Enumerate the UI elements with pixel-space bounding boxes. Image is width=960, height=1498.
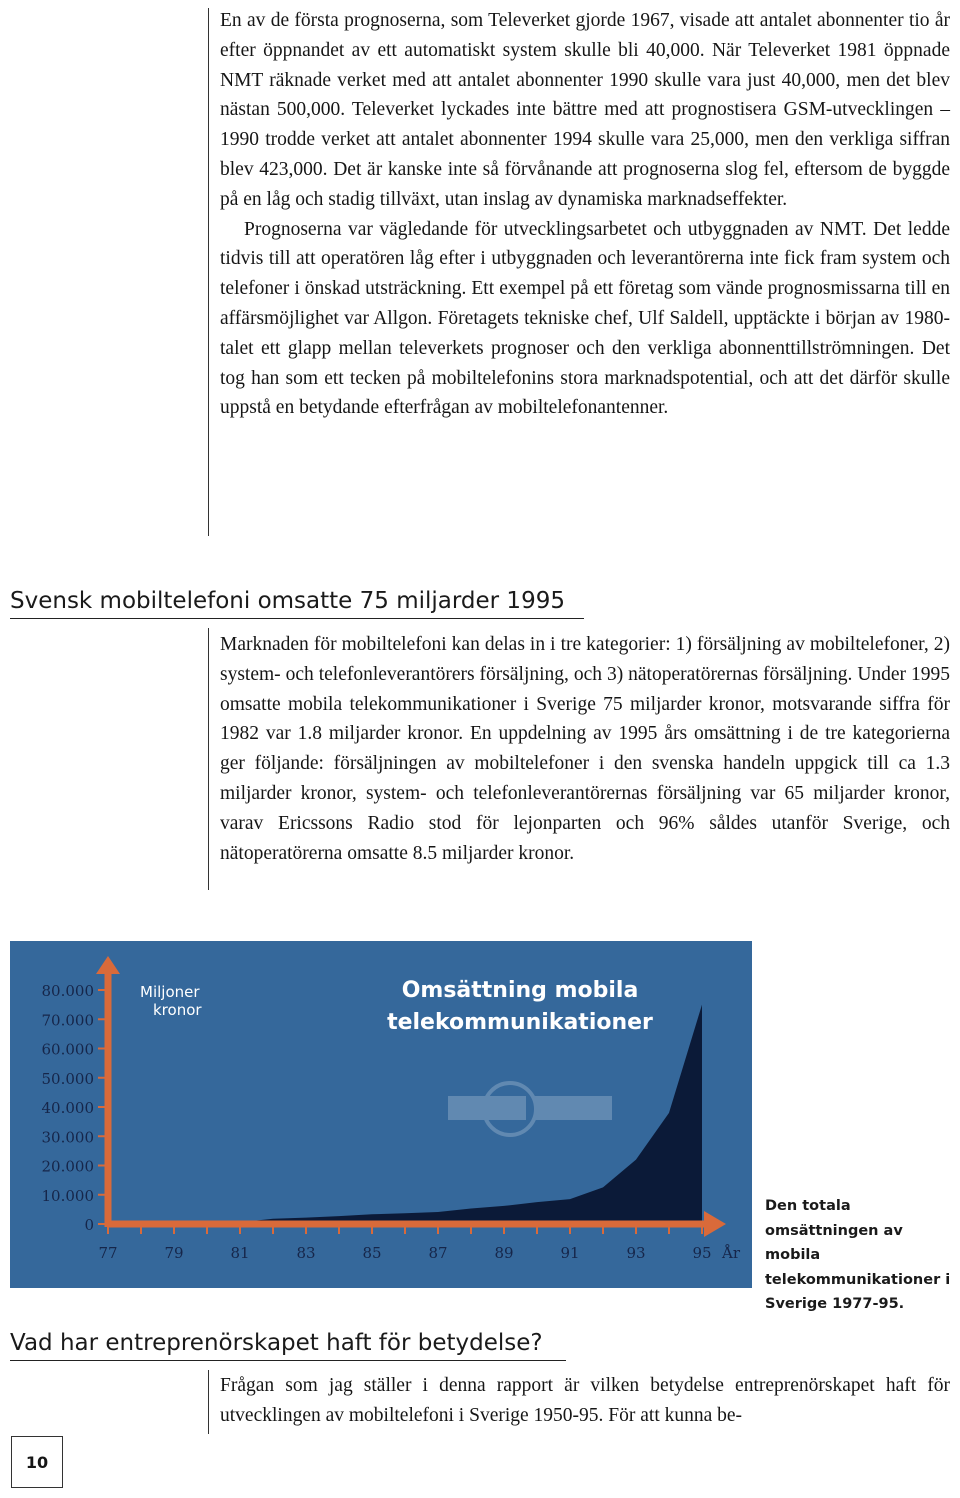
chart-background	[10, 941, 752, 1288]
paragraph-4: Frågan som jag ställer i denna rapport är vilken betydelse entreprenörskapet haft för utvecklingen av mobiltelefoni i Sverige 1950-95. För att kunna be-	[220, 1375, 950, 1426]
x-tick-label: 89	[494, 1244, 514, 1262]
x-tick-label: 95	[692, 1244, 712, 1262]
x-tick-label: 79	[164, 1244, 184, 1262]
x-tick-label: 81	[230, 1244, 250, 1262]
y-tick-label: 10.000	[41, 1186, 94, 1205]
y-axis-label-line-2: kronor	[153, 1001, 202, 1019]
y-tick-label: 40.000	[41, 1099, 94, 1117]
x-tick-label: 85	[362, 1244, 382, 1262]
x-tick-label: 91	[560, 1244, 580, 1262]
x-tick-label: 83	[296, 1244, 316, 1262]
y-tick-label: 80.000	[41, 982, 94, 1000]
revenue-chart	[10, 941, 752, 1288]
x-tick-label: 87	[428, 1244, 448, 1262]
chart-title-line-1: Omsättning mobila	[401, 978, 639, 1003]
section3-heading: Vad har entreprenörskapet haft för betydelse?	[10, 1330, 566, 1361]
margin-rule-2	[208, 628, 209, 890]
y-tick-label: 50.000	[41, 1069, 94, 1088]
section2-body	[220, 630, 950, 868]
y-tick-label: 20.000	[41, 1157, 94, 1176]
x-tick-label: 93	[626, 1244, 646, 1262]
y-tick-label: 60.000	[41, 1040, 94, 1059]
chart-title-line-2: telekommunikationer	[387, 1010, 653, 1035]
section3-body	[220, 1371, 950, 1431]
x-tick-label: 77	[98, 1244, 118, 1262]
y-axis-label-line-1: Miljoner	[140, 983, 200, 1001]
y-tick-label: 0	[84, 1216, 94, 1234]
y-tick-label: 70.000	[41, 1011, 94, 1030]
paragraph-3: Marknaden för mobiltelefoni kan delas in i tre kategorier: 1) försäljning av mobiltelefoner, 2) system- och telefonleverantörers försäljning, och 3) nätoperatörernas försäljning. Under 1995 omsatte mobila telekommunikationer i Sverige 75 miljarder kronor, motsvarande siffra för 1982 var 1.8 miljarder kronor. En uppdelning av 1995 års omsättning i de tre kategorierna ger följande: försäljningen av mobiltelefoner i den svenska handeln uppgick till ca 1.3 miljarder kronor, system- och telefonleverantörernas försäljning var 65 miljarder kronor, varav Ericssons Radio stod för lejonparten och 96% såldes utanför Sverige, och nätoperatörerna omsatte 8.5 miljarder kronor.	[220, 634, 950, 864]
paragraph-2: Prognoserna var vägledande för utvecklingsarbetet och utbyggnaden av NMT. Det ledde tidvis till att operatören låg efter i utbyggnaden och leverantörerna inte fick fram system och telefoner i önskad utsträckning. Ett exempel på ett företag som vände prognosmissarna till en affärsmöjlighet var Allgon. Företagets tekniske chef, Ulf Saldell, upptäckte i början av 1980-talet ett glapp mellan televerkets prognoser och den verkliga abonnenttillströmningen. Det tog han som ett tecken på mobiltelefonins stora marknadspotential, och att det därför skulle uppstå en betydande efterfrågan av mobiltelefonantenner.	[220, 218, 950, 419]
section2-heading: Svensk mobiltelefoni omsatte 75 miljarder 1995	[10, 588, 584, 619]
chart-caption: Den totala omsättningen av mobila telekommunikationer i Sverige 1977-95.	[765, 1198, 951, 1312]
section1-body	[220, 6, 950, 423]
revenue-chart-svg	[10, 941, 752, 1288]
page-number: 10	[11, 1436, 63, 1488]
x-axis-label: År	[722, 1244, 741, 1262]
paragraph-1: En av de första prognoserna, som Televerket gjorde 1967, visade att antalet abonnenter tio år efter öppnandet av ett automatiskt system skulle bli 40,000. När Televerket 1981 öppnade NMT räknade verket med att antalet abonnenter 1990 skulle vara just 40,000, men det blev nästan 500,000. Televerket lyckades inte bättre med att prognostisera GSM-utvecklingen – 1990 trodde verket att antalet abonnenter 1994 skulle vara 25,000, men den verkliga siffran blev 423,000. Det är kanske inte så förvånande att prognoserna slog fel, eftersom de byggde på en låg och stadig tillväxt, utan inslag av dynamiska marknadseffekter.	[220, 10, 950, 210]
margin-rule-1	[208, 8, 209, 536]
margin-rule-3	[208, 1370, 209, 1434]
y-tick-label: 30.000	[41, 1128, 94, 1147]
